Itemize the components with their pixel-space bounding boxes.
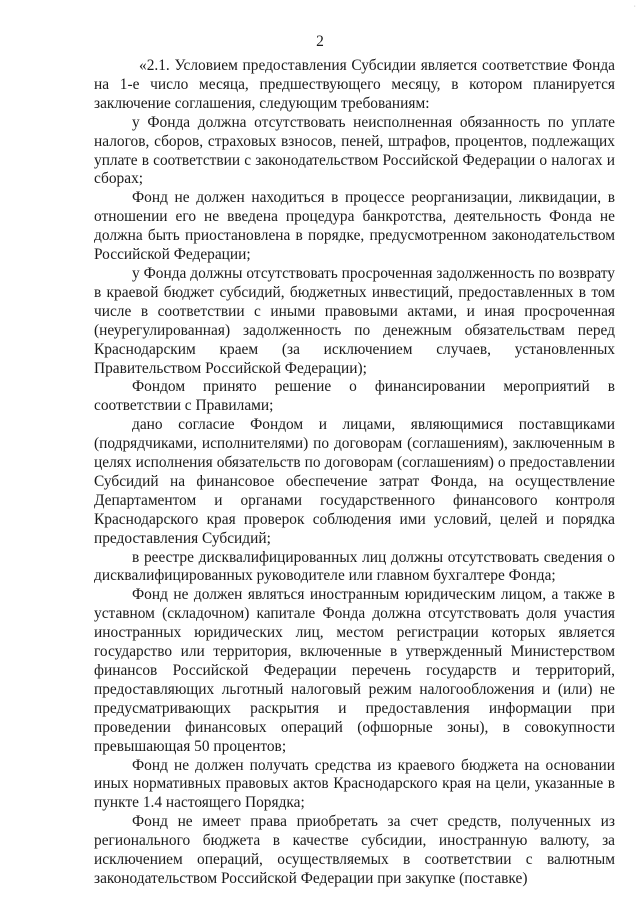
paragraph-overdue-debt: у Фонда должны отсутствовать просроченная задолженность по возврату в краевой бюджет субсидий, бюджетных инвестиций, предоставленных в том числе в соответствии с иными правовыми актами, и иная просроченная (неурегулированная) задолженность по денежным обязательствам перед Краснодарским краем (за исключением случаев, установленных Правительством Российской Федерации); <box>94 264 615 377</box>
scan-mark: · <box>633 3 636 10</box>
paragraph-foreign-entity: Фонд не должен являться иностранным юридическим лицом, а также в уставном (складочном) капитале Фонда должна отсутствовать доля участия иностранных юридических лиц, местом регистрации которых является государство или территория, включенные в утвержденный Министерством финансов Российской Федерации перечень государств и территорий, предоставляющих льготный налоговый режим налогообложения и (или) не предусматривающих раскрытия и предоставления информации при проведении финансовых операций (офшорные зоны), в совокупности превышающая 50 процентов; <box>94 586 615 755</box>
page-number: 2 <box>316 33 324 50</box>
paragraph-reorganization: Фонд не должен находиться в процессе реорганизации, ликвидации, в отношении его не введена процедура банкротства, деятельность Фонда не должна быть приостановлена в порядке, предусмотренном законодательством Российской Федерации; <box>94 189 615 264</box>
paragraph-financing-decision: Фондом принято решение о финансировании мероприятий в соответствии с Правилами; <box>94 378 615 415</box>
paragraph-consent: дано согласие Фондом и лицами, являющимися поставщиками (подрядчиками, исполнителями) по договорам (соглашениям), заключенным в целях исполнения обязательств по договорам (соглашениям) о предоставлении Субсидий на финансовое обеспечение затрат Фонда, на осуществление Департаментом и органами государственного финансового контроля Краснодарского края проверок соблюдения ими условий, целей и порядка предоставления Субсидий; <box>94 416 615 547</box>
paragraph-clause-2-1: «2.1. Условием предоставления Субсидии является соответствие Фонда на 1-е число месяца, предшествующего месяцу, в котором планируется заключение соглашения, следующим требованиям: <box>94 57 615 112</box>
paragraph-tax-arrears: у Фонда должна отсутствовать неисполненная обязанность по уплате налогов, сборов, страховых взносов, пеней, штрафов, процентов, подлежащих уплате в соответствии с законодательством Российской Федерации о налогах и сборах; <box>94 113 615 188</box>
document-body <box>94 57 615 889</box>
paragraph-foreign-currency: Фонд не имеет права приобретать за счет средств, полученных из регионального бюджета в качестве субсидии, иностранную валюту, за исключением операций, осуществляемых в соответствии с валютным законодательством Российской Федерации при закупке (поставке) <box>94 813 615 887</box>
paragraph-other-acts: Фонд не должен получать средства из краевого бюджета на основании иных нормативных правовых актов Краснодарского края на цели, указанные в пункте 1.4 настоящего Порядка; <box>94 756 615 812</box>
paragraph-disqualified-registry: в реестре дисквалифицированных лиц должны отсутствовать сведения о дисквалифицированных руководителе или главном бухгалтере Фонда; <box>94 548 615 585</box>
